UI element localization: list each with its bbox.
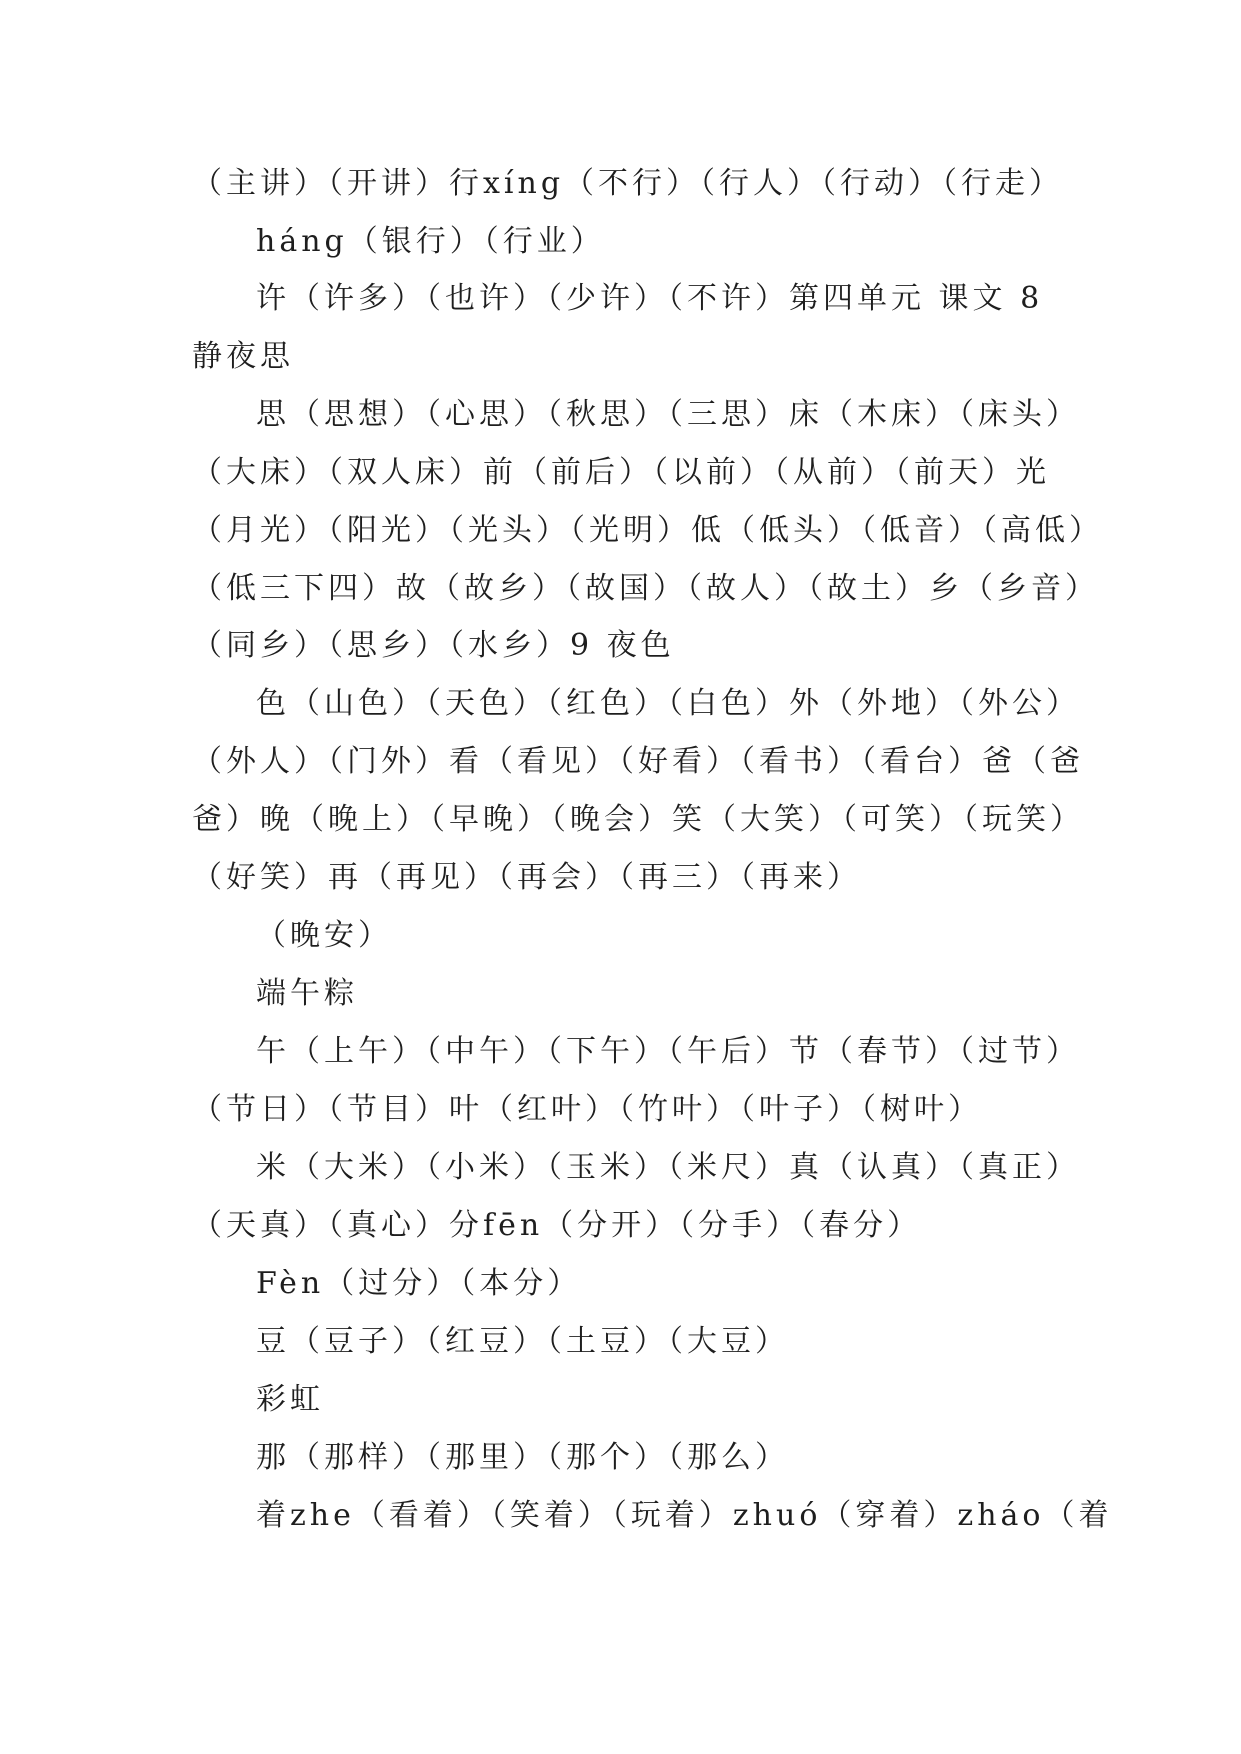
- text-line: （外人）（门外）看（看见）（好看）（看书）（看台）爸（爸: [192, 744, 1084, 779]
- text-line: （天真）（真心）分fēn（分开）（分手）（春分）: [192, 1208, 922, 1243]
- text-line: 米（大米）（小米）（玉米）（米尺）真（认真）（真正）: [256, 1150, 1080, 1185]
- section-heading: 彩虹: [256, 1382, 324, 1417]
- text-line: （同乡）（思乡）（水乡）9 夜色: [192, 628, 675, 663]
- text-line: háng（银行）（行业）: [256, 224, 605, 259]
- text-line: 豆（豆子）（红豆）（土豆）（大豆）: [256, 1324, 789, 1359]
- text-line: 思（思想）（心思）（秋思）（三思）床（木床）（床头）: [256, 397, 1080, 432]
- text-line: 着zhe（看着）（笑着）（玩着）zhuó（穿着）zháo（着: [256, 1498, 1113, 1533]
- text-line: 那（那样）（那里）（那个）（那么）: [256, 1440, 789, 1475]
- text-line: 午（上午）（中午）（下午）（午后）节（春节）（过节）: [256, 1034, 1080, 1069]
- text-line: （月光）（阳光）（光头）（光明）低（低头）（低音）（高低）: [192, 513, 1103, 548]
- text-line: （晚安）: [256, 918, 392, 953]
- text-line: （节日）（节目）叶（红叶）（竹叶）（叶子）（树叶）: [192, 1092, 982, 1127]
- text-line: 静夜思: [192, 339, 294, 374]
- text-line: （主讲）（开讲）行xíng（不行）（行人）（行动）（行走）: [192, 166, 1064, 201]
- text-line: （好笑）再（再见）（再会）（再三）（再来）: [192, 860, 861, 895]
- text-line: Fèn（过分）（本分）: [256, 1266, 582, 1301]
- text-line: 许（许多）（也许）（少许）（不许）第四单元 课文 8: [256, 281, 1044, 316]
- text-line: （大床）（双人床）前（前后）（以前）（从前）（前天）光: [192, 455, 1050, 490]
- text-line: 色（山色）（天色）（红色）（白色）外（外地）（外公）: [256, 686, 1080, 721]
- text-line: （低三下四）故（故乡）（故国）（故人）（故土）乡（乡音）: [192, 571, 1099, 606]
- section-heading: 端午粽: [256, 976, 358, 1011]
- text-line: 爸）晚（晚上）（早晚）（晚会）笑（大笑）（可笑）（玩笑）: [192, 802, 1084, 837]
